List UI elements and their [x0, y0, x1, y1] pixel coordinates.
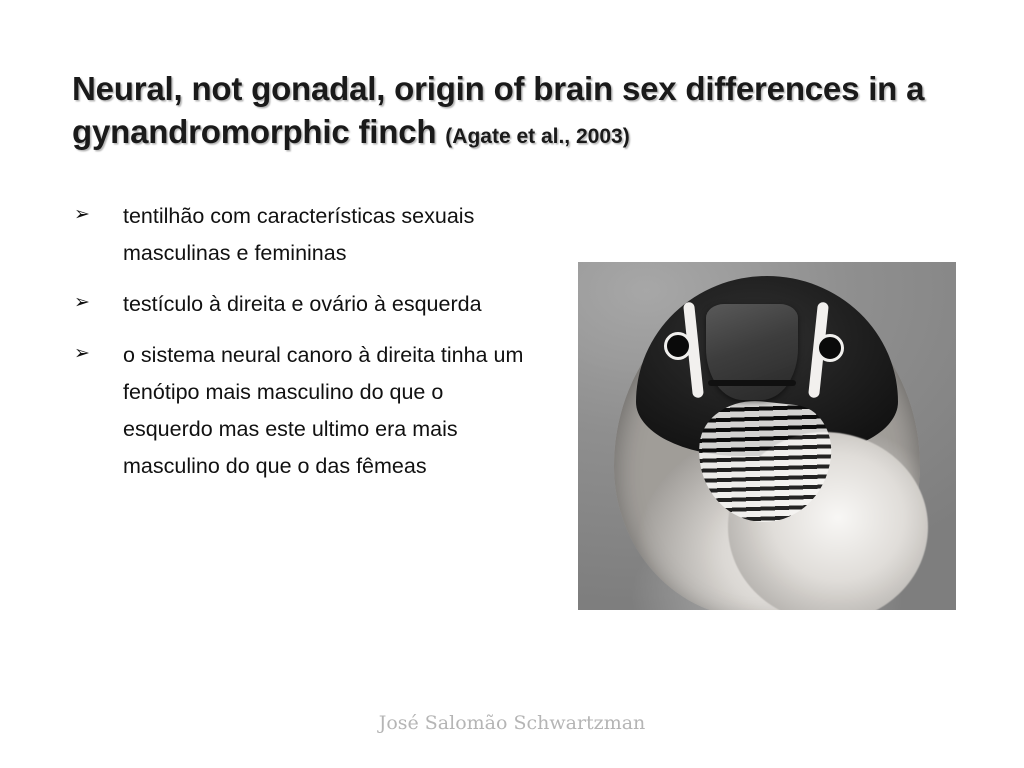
- page-title: [72, 68, 972, 154]
- list-item: [66, 337, 536, 485]
- bird-eye-right-shape: [816, 334, 844, 362]
- arrow-bullet-icon: ➢: [74, 203, 90, 225]
- title-citation-text: (Agate et al., 2003): [445, 124, 630, 148]
- list-item-label: testículo à direita e ovário à esquerda: [123, 291, 482, 316]
- footer-author: José Salomão Schwartzman: [378, 712, 646, 734]
- finch-photo: [578, 262, 956, 610]
- bird-beak-line-shape: [708, 380, 796, 386]
- photo-background: [578, 262, 956, 610]
- arrow-bullet-icon: ➢: [74, 341, 90, 364]
- bird-eye-left-shape: [664, 332, 692, 360]
- arrow-bullet-icon: ➢: [74, 290, 90, 313]
- list-item: [66, 198, 536, 272]
- list-item-label: tentilhão com características sexuais masculinas e femininas: [123, 204, 475, 265]
- bullet-list: [66, 198, 536, 499]
- list-item: [66, 286, 536, 323]
- title-main-text: Neural, not gonadal, origin of brain sex differences in a gynandromorphic finch: [72, 70, 925, 150]
- list-item-label: o sistema neural canoro à direita tinha um fenótipo mais masculino do que o esquerdo mas este ultimo era mais masculino do que o das fêmeas: [123, 342, 524, 478]
